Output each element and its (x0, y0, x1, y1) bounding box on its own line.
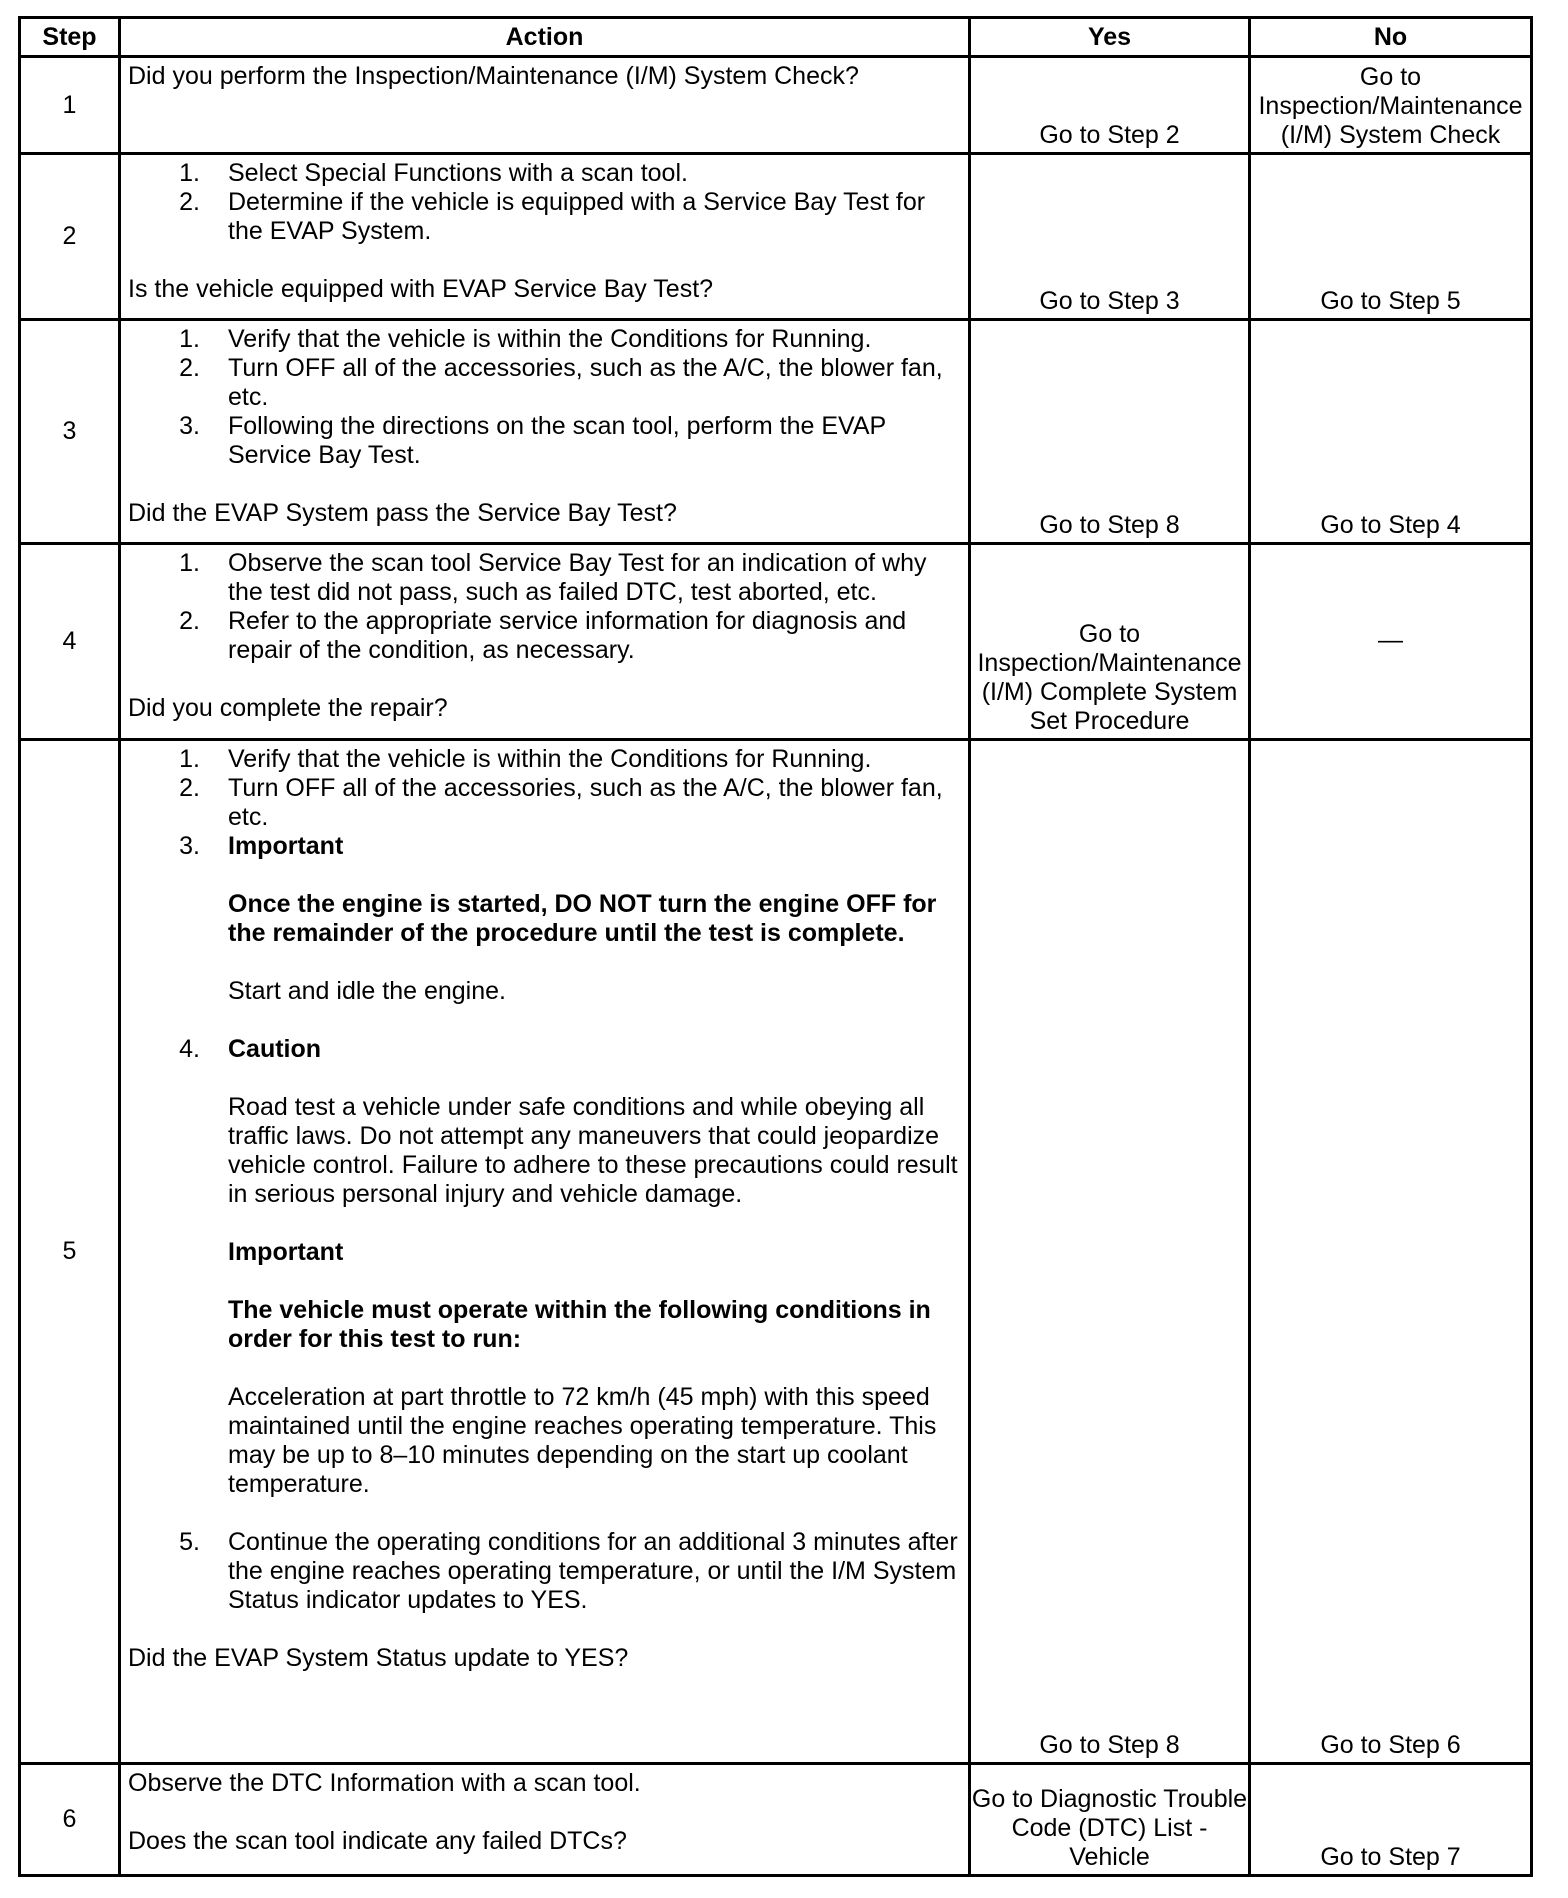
list-item: 2. Turn OFF all of the accessories, such as the A/C, the blower fan, etc. (179, 774, 943, 831)
step-number: 3 (20, 320, 120, 544)
header-row (20, 18, 1532, 57)
yes-cell: Go to Step 8 (970, 740, 1250, 1764)
list-item: 3. Important Once the engine is started, DO NOT turn the engine OFF for the remainder of the procedure until the test is complete. Start and idle the engine. (128, 832, 960, 1035)
step-number: 5 (20, 740, 120, 1764)
no-cell: Go to Inspection/Maintenance (I/M) System Check (1250, 57, 1532, 154)
question-text: Did the EVAP System Status update to YES? (128, 1644, 629, 1672)
step-number: 2 (20, 154, 120, 320)
yes-cell: Go to Step 3 (970, 154, 1250, 320)
no-cell: — (1250, 544, 1532, 740)
question-text: Is the vehicle equipped with EVAP Service Bay Test? (128, 275, 714, 303)
action-cell (120, 1764, 970, 1876)
header-no: No (1250, 18, 1532, 57)
yes-cell: Go to Inspection/Maintenance (I/M) Complete System Set Procedure (970, 544, 1250, 740)
header-action: Action (120, 18, 970, 57)
important-label: Important (228, 832, 344, 860)
action-cell (120, 154, 970, 320)
list-item: 5. Continue the operating conditions for an additional 3 minutes after the engine reaches operating temperature, or until the I/M System Status indicator updates to YES. (179, 1528, 958, 1614)
no-cell: Go to Step 4 (1250, 320, 1532, 544)
yes-cell: Go to Diagnostic Trouble Code (DTC) List - Vehicle (970, 1764, 1250, 1876)
action-cell (120, 740, 970, 1764)
list-item: 1. Select Special Functions with a scan tool. (179, 159, 688, 187)
header-yes: Yes (970, 18, 1250, 57)
table-row (20, 1764, 1532, 1876)
table-row (20, 740, 1532, 1764)
table-row (20, 544, 1532, 740)
action-cell (120, 57, 970, 154)
no-cell: Go to Step 7 (1250, 1764, 1532, 1876)
action-cell (120, 544, 970, 740)
list-item: 2. Turn OFF all of the accessories, such as the A/C, the blower fan, etc. (179, 354, 943, 411)
question-text: Does the scan tool indicate any failed DTCs? (128, 1827, 627, 1855)
step-number: 1 (20, 57, 120, 154)
caution-label: Caution (228, 1035, 322, 1063)
yes-cell: Go to Step 8 (970, 320, 1250, 544)
list-item: 1. Observe the scan tool Service Bay Test for an indication of why the test did not pass, such as failed DTC, test aborted, etc. (179, 549, 927, 606)
list-item: 1. Verify that the vehicle is within the Conditions for Running. (179, 325, 872, 353)
table-row (20, 154, 1532, 320)
instruction-text: Observe the DTC Information with a scan tool. (128, 1769, 641, 1797)
caution-text: Road test a vehicle under safe conditions and while obeying all traffic laws. Do not attempt any maneuvers that could jeopardize vehicle control. Failure to adhere to these precautions could result in serious personal injury and vehicle damage. (228, 1093, 958, 1208)
list-item: 4. Caution Road test a vehicle under safe conditions and while obeying all traffic laws. Do not attempt any maneuvers that could jeopardize vehicle control. Failure to adhere to these precautions could result in serious personal injury and vehicle damage. Important The vehicle must operate within the following conditions in order for this test to run: Acceleration at part throttle to 72 km/h (45 mph) with this speed maintained until the engine reaches operating temperature. This may be up to 8–10 minutes depending on the start up coolant temperature. (128, 1035, 960, 1528)
important-label: Important (228, 1238, 344, 1266)
no-cell: Go to Step 5 (1250, 154, 1532, 320)
action-cell (120, 320, 970, 544)
list-item: 2. Determine if the vehicle is equipped with a Service Bay Test for the EVAP System. (179, 188, 926, 245)
no-cell: Go to Step 6 (1250, 740, 1532, 1764)
step-number: 4 (20, 544, 120, 740)
diagnostic-table (18, 16, 1533, 1877)
step-number: 6 (20, 1764, 120, 1876)
yes-cell: Go to Step 2 (970, 57, 1250, 154)
instruction-text: Start and idle the engine. (228, 977, 506, 1005)
important-text: Once the engine is started, DO NOT turn the engine OFF for the remainder of the procedure until the test is complete. (228, 890, 937, 947)
list-item: 3. Following the directions on the scan tool, perform the EVAP Service Bay Test. (179, 412, 886, 469)
header-step: Step (20, 18, 120, 57)
table-row (20, 320, 1532, 544)
table-row (20, 57, 1532, 154)
list-item: 1. Verify that the vehicle is within the Conditions for Running. (179, 745, 872, 773)
question-text: Did the EVAP System pass the Service Bay Test? (128, 499, 677, 527)
important-text: The vehicle must operate within the following conditions in order for this test to run: (228, 1296, 931, 1353)
list-item: 2. Refer to the appropriate service information for diagnosis and repair of the condition, as necessary. (179, 607, 907, 664)
question-text: Did you complete the repair? (128, 694, 448, 722)
instruction-text: Acceleration at part throttle to 72 km/h (45 mph) with this speed maintained until the engine reaches operating temperature. This may be up to 8–10 minutes depending on the start up coolant temperature. (228, 1383, 937, 1498)
question-text: Did you perform the Inspection/Maintenance (I/M) System Check? (128, 62, 859, 90)
